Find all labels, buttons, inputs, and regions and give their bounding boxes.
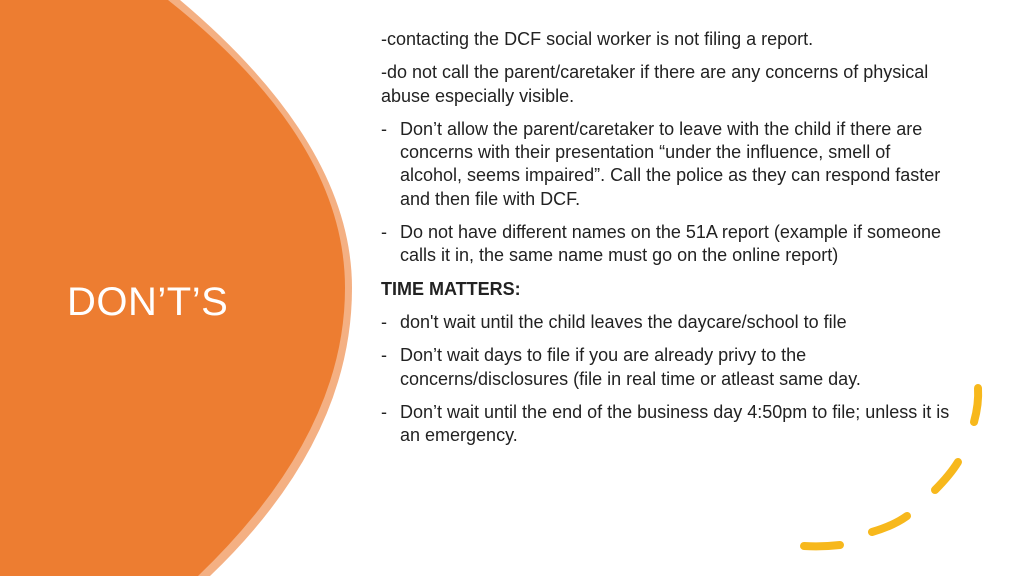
bullet-marker: - [381, 311, 387, 332]
bullet-text: Don’t wait days to file if you are already privy to the concerns/disclosures (file in real time or atleast same day. [400, 345, 861, 389]
list-item [381, 401, 951, 448]
list-item [381, 311, 951, 334]
accent-dash-2 [935, 462, 958, 490]
section-heading: TIME MATTERS: [381, 278, 521, 299]
slide-body [381, 28, 951, 457]
bullet-marker: - [381, 118, 387, 139]
bullet-text: don't wait until the child leaves the daycare/school to file [400, 311, 847, 332]
accent-dash-3 [872, 516, 907, 532]
list-item [381, 344, 951, 391]
intro-line-1: -contacting the DCF social worker is not filing a report. [381, 29, 814, 49]
list-item [381, 118, 951, 211]
bullet-text: Don’t wait until the end of the business day 4:50pm to file; unless it is an emergency. [400, 401, 950, 446]
bullet-text: Don’t allow the parent/caretaker to leave with the child if there are concerns with their presentation “under the influence, smell of alcohol, seems impaired”. Call the police as they can respond faster and then file with DCF. [400, 118, 941, 209]
accent-dash-1 [974, 388, 978, 422]
accent-dash-4 [804, 545, 840, 546]
bullet-marker: - [381, 345, 387, 366]
intro-line-2: -do not call the parent/caretaker if there are any concerns of physical abuse especially visible. [381, 62, 929, 106]
slide-title: DON’T’S [67, 280, 229, 324]
bullet-text: Do not have different names on the 51A report (example if someone calls it in, the same name must go on the online report) [400, 222, 941, 266]
list-item [381, 221, 951, 268]
bullet-marker: - [381, 401, 387, 422]
bullet-marker: - [381, 222, 387, 243]
